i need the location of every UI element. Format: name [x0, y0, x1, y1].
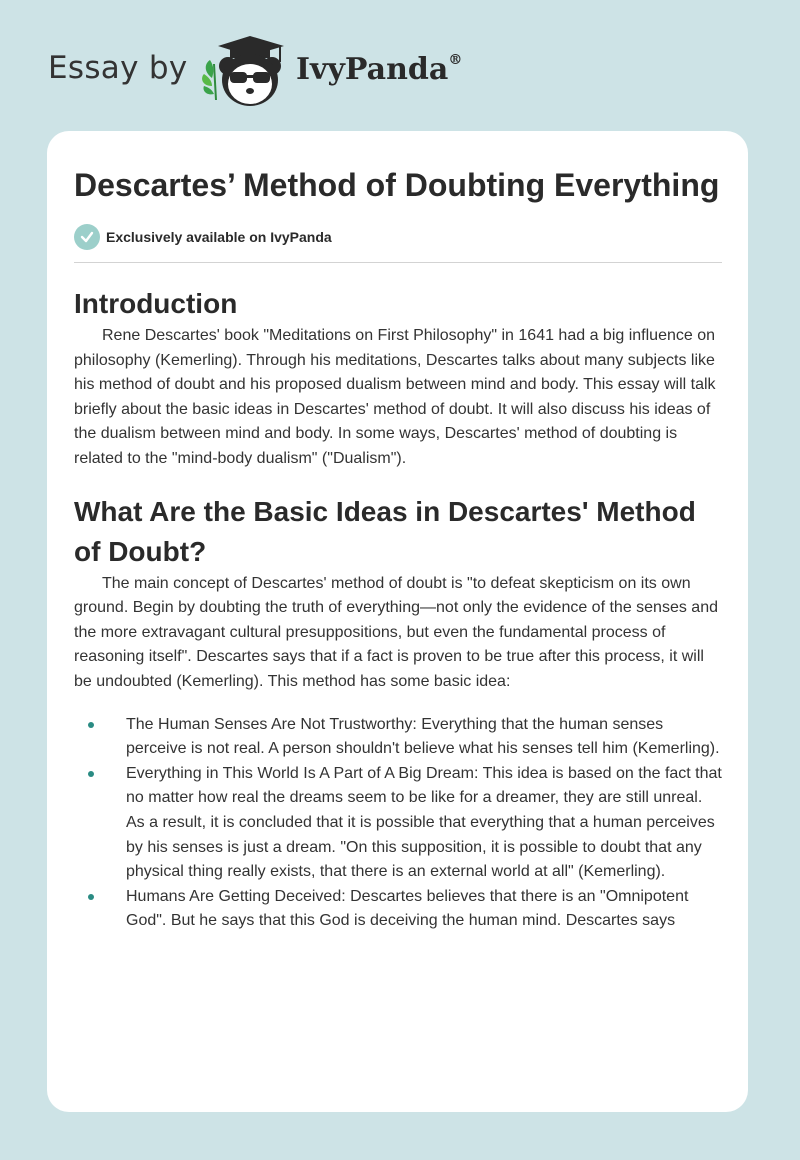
section-heading-basic-ideas: What Are the Basic Ideas in Descartes' Method of Doubt?: [74, 495, 696, 567]
list-item-text: The Human Senses Are Not Trustworthy: Everything that the human senses perceive is not real. A person shouldn't believe what his senses tell him (Kemerling).: [126, 715, 720, 758]
check-icon: [74, 224, 100, 250]
exclusive-badge: [74, 222, 722, 252]
panda-logo-icon[interactable]: [200, 34, 292, 110]
list-item: [74, 885, 722, 934]
basic-ideas-list: [74, 713, 722, 934]
bullet-icon: [88, 771, 94, 777]
essay-title: Descartes’ Method of Doubting Everything: [74, 167, 720, 203]
list-item-text: Humans Are Getting Deceived: Descartes believes that there is an "Omnipotent God". But he says that this God is deceiving the human mind. Descartes says: [126, 887, 689, 930]
section-paragraph-basic-ideas: The main concept of Descartes' method of doubt is "to defeat skepticism on its own ground. Begin by doubting the truth of everything—not only the evidence of the senses and the more extravagant cultural presuppositions, but even the fundamental process of reasoning itself". Descartes says that if a fact is proven to be true after this process, it will be undoubted (Kemerling). This method has some basic idea:: [74, 574, 718, 690]
title-divider: [74, 262, 722, 263]
bullet-icon: [88, 894, 94, 900]
brand-name[interactable]: IvyPanda®: [296, 52, 463, 87]
registered-mark: ®: [448, 52, 463, 68]
section-heading-introduction: Introduction: [74, 288, 238, 319]
essay-content: [74, 131, 722, 934]
list-item-text: Everything in This World Is A Part of A Big Dream: This idea is based on the fact that no matter how real the dreams seem to be like for a dreamer, they are still unreal. As a result, it is concluded that it is possible that everything that a human perceives by his senses is just a dream. "On this supposition, it is possible to doubt that any physical thing really exists, that there is an external world at all" (Kemerling).: [126, 764, 722, 881]
section-paragraph-introduction: Rene Descartes' book "Meditations on First Philosophy" in 1641 had a big influence on philosophy (Kemerling). Through his meditations, Descartes talks about many subjects like his method of doubt and his proposed dualism between mind and body. This essay will talk briefly about the basic ideas in Descartes' method of doubt. It will also discuss his ideas of the dualism between mind and body. In some ways, Descartes' method of doubting is related to the "mind-body dualism" ("Dualism").: [74, 327, 716, 467]
list-item: [74, 713, 722, 762]
essay-by-label: Essay by: [48, 50, 188, 86]
bullet-icon: [88, 722, 94, 728]
exclusive-label: Exclusively available on IvyPanda: [106, 229, 332, 245]
essay-card: [47, 131, 748, 1112]
list-item: [74, 762, 722, 885]
site-header: [0, 0, 800, 130]
